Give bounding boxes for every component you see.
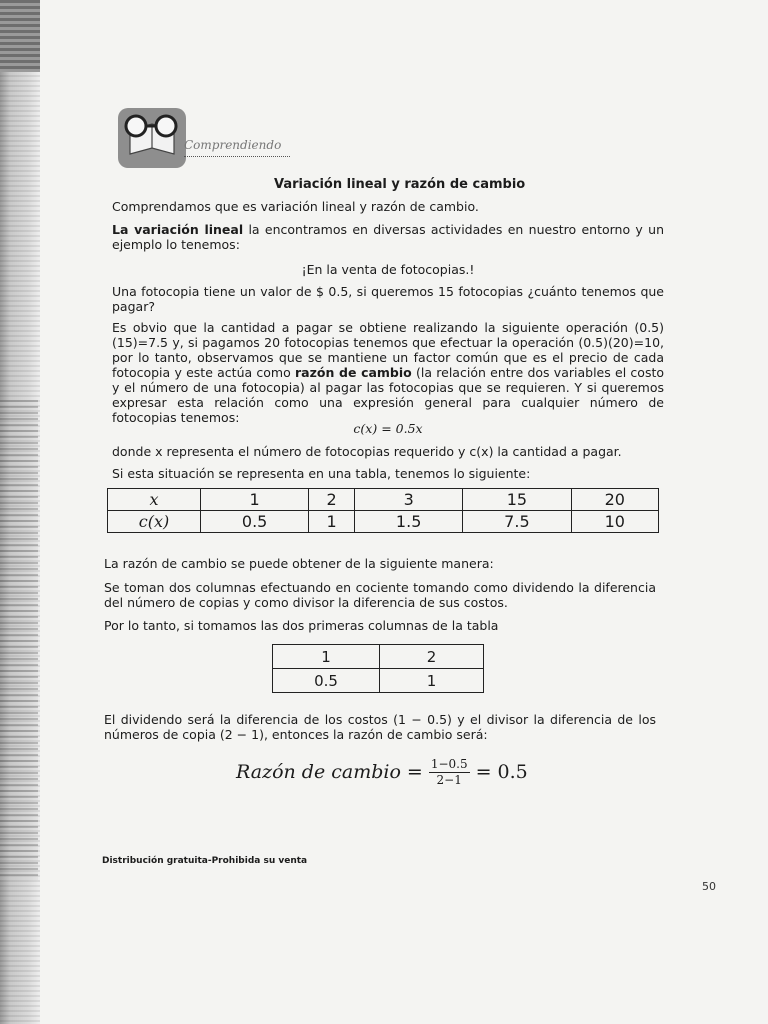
table-cell: 20 — [571, 489, 658, 511]
explanation-paragraph — [112, 320, 664, 425]
general-equation: c(x) = 0.5x — [353, 421, 423, 436]
page-number: 50 — [702, 880, 716, 893]
table-row-x — [108, 489, 659, 511]
table-cell: 1 — [273, 645, 380, 669]
method-paragraph: Se toman dos columnas efectuando en cociente tomando como dividendo la diferencia del número de copias y como divisor la diferencia de sus costos. — [104, 580, 656, 610]
page-title: Variación lineal y razón de cambio — [274, 177, 526, 192]
fraction-numerator: 1−0.5 — [430, 756, 468, 771]
formula-lhs: Razón de cambio — [236, 761, 401, 783]
table-row-cx — [108, 511, 659, 533]
table-row — [273, 669, 484, 693]
fraction-denominator: 2−1 — [436, 772, 462, 787]
explanation-part-2: (la relación entre dos variables el costo y el número de una fotocopia) al pagar las fotocopias que se requieren. Y si queremos expresar esta relación como una expresión general para cualquier número de fotocopias tenemos: — [112, 365, 665, 425]
rate-intro: La razón de cambio se puede obtener de la siguiente manera: — [104, 556, 494, 571]
formula-equals: = — [406, 761, 423, 783]
table-cell: 1.5 — [355, 511, 463, 533]
table-cell: 7.5 — [463, 511, 571, 533]
table-cell: 2 — [380, 645, 484, 669]
intro-paragraph: Comprendamos que es variación lineal y razón de cambio. — [112, 199, 479, 214]
scan-edge — [0, 0, 40, 1024]
scan-shadow-top — [0, 0, 40, 72]
variation-text: la encontramos en diversas actividades en nuestro entorno y un ejemplo lo tenemos: — [112, 222, 664, 252]
values-table — [107, 488, 659, 533]
logo-divider — [184, 156, 290, 157]
scan-shadow-middle — [0, 400, 38, 880]
example-heading: ¡En la venta de fotocopias.! — [301, 262, 475, 277]
formula-fraction — [429, 757, 470, 788]
explanation-part-1: Es obvio que la cantidad a pagar se obtiene realizando la siguiente operación (0.5)(15)=7.5 y, si pagamos 20 fotocopias tenemos que efectuar la operación (0.5)(20)=10, por lo tanto, observamos que se mantiene un factor común que es el precio de cada fotocopia y este actúa como — [112, 320, 664, 380]
table-cell: 10 — [571, 511, 658, 533]
table-cell: 1 — [380, 669, 484, 693]
table-intro: Si esta situación se representa en una tabla, tenemos lo siguiente: — [112, 466, 531, 481]
table-cell: 3 — [355, 489, 463, 511]
formula-result: 0.5 — [497, 761, 528, 783]
selected-columns-table — [272, 644, 484, 693]
question-paragraph: Una fotocopia tiene un valor de $ 0.5, si queremos 15 fotocopias ¿cuánto tenemos que pagar? — [112, 284, 664, 314]
formula-equals: = — [475, 761, 492, 783]
reading-logo-icon — [116, 106, 188, 170]
variation-term: La variación lineal — [112, 222, 244, 237]
selection-paragraph: Por lo tanto, si tomamos las dos primeras columnas de la tabla — [104, 618, 499, 633]
logo-label: Comprendiendo — [184, 138, 282, 152]
footer-notice: Distribución gratuita-Prohibida su venta — [102, 856, 308, 866]
variables-description: donde x representa el número de fotocopias requerido y c(x) la cantidad a pagar. — [112, 444, 622, 459]
table-cell: 2 — [309, 489, 355, 511]
table-header-cell: x — [108, 489, 201, 511]
table-cell: 0.5 — [273, 669, 380, 693]
variation-paragraph — [112, 222, 664, 252]
rate-of-change-formula — [236, 752, 528, 792]
table-cell: 1 — [201, 489, 309, 511]
table-cell: 15 — [463, 489, 571, 511]
table-header-cell: c(x) — [108, 511, 201, 533]
table-cell: 0.5 — [201, 511, 309, 533]
rate-of-change-term: razón de cambio — [295, 365, 412, 380]
table-cell: 1 — [309, 511, 355, 533]
division-paragraph: El dividendo será la diferencia de los costos (1 − 0.5) y el divisor la diferencia de los números de copia (2 − 1), entonces la razón de cambio será: — [104, 712, 656, 742]
table-row — [273, 645, 484, 669]
